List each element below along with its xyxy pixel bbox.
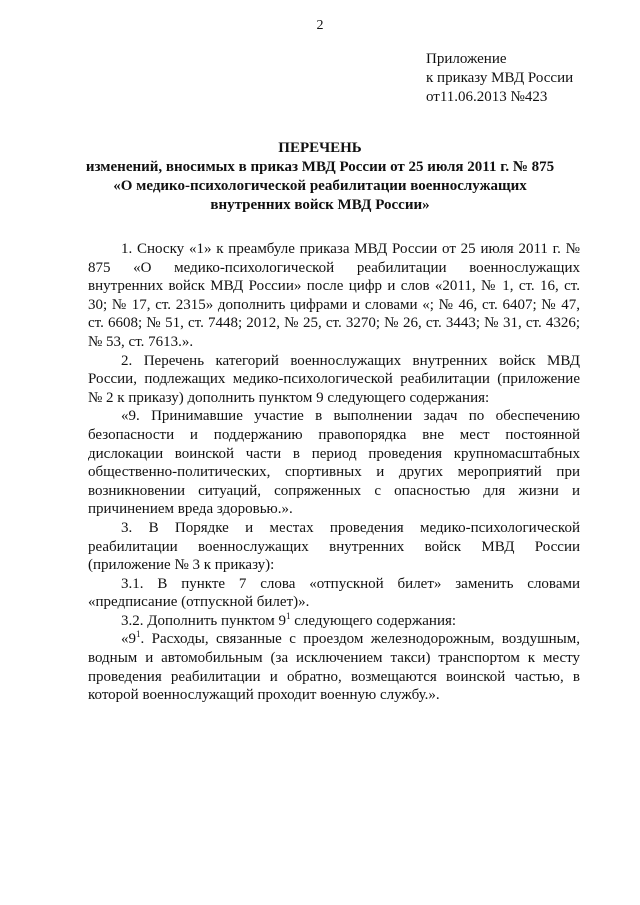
superscript: 1 [136,629,141,640]
document-body [88,240,580,705]
appendix-order-date-number: от11.06.2013 №423 [426,89,548,105]
paragraph-7 [88,630,580,704]
appendix-header [426,50,573,107]
title-line-1: изменений, вносимых в приказ МВД России от 25 июля 2011 г. № 875 [85,159,555,175]
appendix-order-reference: к приказу МВД России [426,70,574,86]
paragraph-5: 3.1. В пункте 7 слова «отпускной билет» заменить словами «предписание (отпускной билет)». [88,575,580,611]
title-heading: ПЕРЕЧЕНЬ [278,140,362,156]
title-line-3: внутренних войск МВД России» [210,197,430,213]
title-line-2: «О медико-психологической реабилитации военнослужащих [113,178,527,194]
paragraph-7-text: «9 [121,631,136,648]
paragraph-7-text-end: . Расходы, связанные с проездом железнодорожным, воздушным, водным и автомобильным (за исключением такси) транспортом к месту проведения реабилитации и обратно, возмещаются воинской частью, в которой военнослужащий проходит военную службу.». [88,631,580,704]
page-number: 2 [316,18,324,33]
paragraph-1: 1. Сноску «1» к преамбуле приказа МВД России от 25 июля 2011 г. № 875 «О медико-психологической реабилитации военнослужащих внутренних войск МВД России» после цифр и слов «2011, № 1, ст. 16, ст. 30; № 17, ст. 2315» дополнить цифрами и словами «; № 46, ст. 6407; № 47, ст. 6608; № 51, ст. 7448; 2012, № 25, ст. 3270; № 26, ст. 3443; № 31, ст. 4326; № 53, ст. 7613.». [88,241,580,350]
paragraph-4: 3. В Порядке и местах проведения медико-психологической реабилитации военнослужащих внутренних войск МВД России (приложение № 3 к приказу): [88,519,580,574]
paragraph-2: 2. Перечень категорий военнослужащих внутренних войск МВД России, подлежащих медико-психологической реабилитации (приложение № 2 к приказу) дополнить пунктом 9 следующего содержания: [88,352,580,406]
document-title [60,139,580,215]
paragraph-6-text: 3.2. Дополнить пунктом 9 [121,612,286,629]
superscript: 1 [285,610,291,621]
paragraph-6 [88,612,580,631]
paragraph-3: «9. Принимавшие участие в выполнении задач по обеспечению безопасности и поддержанию правопорядка вне мест постоянной дислокации воинской части в период проведения крупномасштабных общественно-политических, спортивных и других мероприятий при возникновении ситуаций, сопряженных с опасностью для жизни и причинением вреда здоровью.». [88,408,580,518]
paragraph-6-text-end: следующего содержания: [290,612,457,629]
appendix-label: Приложение [426,51,507,67]
